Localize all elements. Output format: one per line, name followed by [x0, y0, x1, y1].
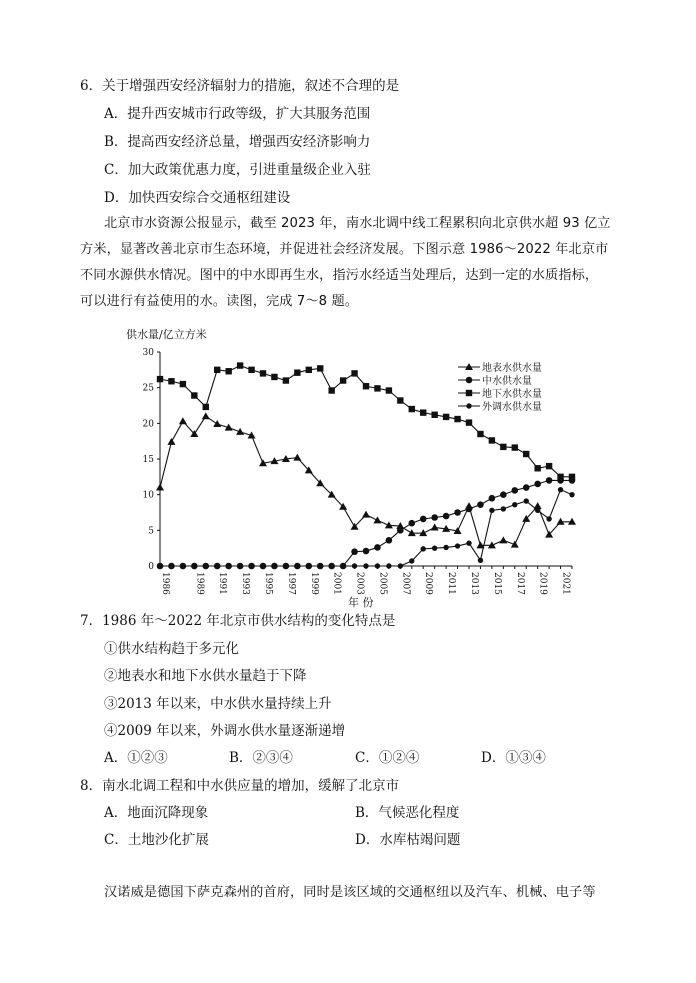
legend-marker-3	[466, 390, 472, 396]
data-point-series-4	[535, 508, 540, 513]
data-point-series-3	[225, 368, 231, 374]
material-line-4: 可以进行有益使用的水。读图，完成 7～8 题。	[80, 294, 359, 309]
question-7-statement-3: ③2013 年以来，中水供水量持续上升	[104, 696, 332, 712]
legend-label-3: 地下水供水量	[482, 389, 542, 400]
data-point-series-3	[237, 362, 243, 368]
data-point-series-4	[215, 563, 220, 568]
data-point-series-4	[478, 558, 483, 563]
data-point-series-4	[329, 563, 334, 568]
data-point-series-3	[409, 406, 415, 412]
material-line-2: 方米，显著改善北京市生态环境，并促进社会经济发展。下图示意 1986～2022 年北京市	[80, 242, 609, 257]
legend-label-4: 外调水供水量	[482, 402, 542, 413]
legend-label-1: 地表水供水量	[482, 363, 542, 374]
data-point-series-4	[192, 563, 197, 568]
question-8-option-c: C．土地沙化扩展	[104, 832, 209, 848]
data-point-series-3	[214, 367, 220, 373]
data-point-series-4	[283, 563, 288, 568]
water-supply-chart	[120, 322, 590, 612]
data-point-series-4	[421, 546, 426, 551]
x-tick-label: 2005	[377, 572, 388, 595]
data-point-series-2	[386, 537, 393, 544]
data-point-series-2	[454, 509, 461, 516]
data-point-series-4	[340, 563, 345, 568]
x-tick-label: 2001	[331, 572, 342, 595]
data-point-series-2	[351, 548, 358, 555]
y-tick-label: 10	[142, 490, 154, 501]
data-point-series-4	[466, 540, 471, 545]
question-7-stem: 7．1986 年～2022 年北京市供水结构的变化特点是	[80, 613, 396, 629]
y-tick-label: 0	[148, 562, 154, 572]
x-tick-label: 2011	[446, 572, 457, 595]
data-point-series-3	[374, 385, 380, 391]
data-point-series-2	[511, 487, 518, 494]
data-point-series-3	[386, 387, 392, 393]
question-8-option-a: A．地面沉降现象	[104, 805, 209, 821]
x-tick-label: 2007	[400, 572, 411, 595]
data-point-series-1	[431, 523, 439, 530]
data-point-series-3	[271, 374, 277, 380]
data-point-series-3	[569, 474, 575, 480]
data-point-series-3	[260, 370, 266, 376]
data-point-series-3	[306, 367, 312, 373]
data-point-series-2	[489, 495, 496, 502]
data-point-series-1	[362, 511, 370, 518]
x-tick-label: 1995	[263, 572, 273, 595]
legend-marker-4	[466, 403, 471, 408]
question-8-option-b: B．气候恶化程度	[355, 805, 460, 821]
data-point-series-2	[363, 548, 370, 555]
question-7-option-a: A．①②③	[104, 750, 168, 766]
data-point-series-2	[420, 516, 427, 523]
data-point-series-1	[179, 417, 187, 424]
x-tick-label: 2017	[514, 572, 525, 595]
legend-marker-2	[466, 377, 473, 384]
data-point-series-3	[294, 369, 300, 375]
data-point-series-1	[293, 454, 301, 461]
y-tick-label: 20	[142, 419, 154, 430]
x-tick-label: 1997	[285, 572, 296, 595]
x-tick-label: 1993	[240, 572, 251, 595]
data-point-series-3	[397, 397, 403, 403]
data-point-series-3	[180, 381, 186, 387]
x-tick-label: 1999	[308, 572, 319, 595]
chart-svg	[120, 322, 590, 612]
data-point-series-4	[318, 563, 323, 568]
data-point-series-4	[524, 498, 529, 503]
data-point-series-3	[443, 414, 449, 420]
data-point-series-2	[546, 477, 553, 484]
series-line-4	[160, 490, 572, 566]
data-point-series-3	[203, 404, 209, 410]
data-point-series-2	[500, 491, 507, 498]
question-6-option-d: D．加快西安综合交通枢纽建设	[104, 190, 291, 206]
data-point-series-1	[373, 516, 381, 523]
data-point-series-3	[248, 367, 254, 373]
x-tick-label: 2021	[560, 572, 571, 595]
x-tick-label: 2003	[354, 572, 365, 595]
data-point-series-4	[546, 516, 551, 521]
x-tick-label: 2009	[423, 572, 434, 595]
data-point-series-3	[168, 378, 174, 384]
x-tick-label: 1986	[160, 572, 170, 595]
series-line-1	[160, 416, 572, 545]
y-tick-label: 30	[142, 348, 154, 358]
data-point-series-4	[375, 563, 380, 568]
data-point-series-3	[500, 444, 506, 450]
data-point-series-4	[352, 563, 357, 568]
material-line-1: 北京市水资源公报显示，截至 2023 年，南水北调中线工程累积向北京供水超 93 亿立	[104, 216, 611, 231]
data-point-series-3	[477, 431, 483, 437]
data-point-series-3	[546, 463, 552, 469]
data-point-series-4	[386, 563, 391, 568]
data-point-series-2	[443, 513, 450, 520]
data-point-series-4	[501, 506, 506, 511]
data-point-series-4	[569, 492, 574, 497]
question-6-stem: 6．关于增强西安经济辐射力的措施，叙述不合理的是	[80, 78, 400, 94]
y-tick-label: 25	[142, 383, 154, 394]
question-6-option-a: A．提升西安城市行政等级，扩大其服务范围	[104, 106, 371, 122]
question-7-statement-2: ②地表水和地下水供水量趋于下降	[104, 668, 307, 684]
data-point-series-1	[156, 484, 164, 491]
x-tick-label: 2013	[469, 572, 479, 595]
data-point-series-3	[363, 383, 369, 389]
data-point-series-4	[512, 502, 517, 507]
data-point-series-3	[351, 370, 357, 376]
legend-label-2: 中水供水量	[482, 376, 532, 387]
material-line-3: 不同水源供水情况。图中的中水即再生水，指污水经适当处理后，达到一定的水质指标，	[80, 268, 599, 283]
next-material-line-1: 汉诺威是德国下萨克森州的首府，同时是该区域的交通枢纽以及汽车、机械、电子等	[104, 885, 596, 900]
data-point-series-2	[534, 481, 541, 488]
data-point-series-3	[557, 474, 563, 480]
question-8-option-d: D．水库枯竭问题	[355, 832, 461, 848]
data-point-series-4	[363, 563, 368, 568]
data-point-series-3	[454, 416, 460, 422]
data-point-series-2	[523, 484, 530, 491]
question-6-option-b: B．提高西安经济总量，增强西安经济影响力	[104, 134, 371, 150]
data-point-series-3	[512, 444, 518, 450]
data-point-series-1	[499, 536, 507, 543]
x-tick-label: 1989	[194, 572, 205, 595]
question-7-option-b: B．②③④	[229, 750, 293, 766]
question-7-statement-1: ①供水结构趋于多元化	[104, 641, 239, 657]
data-point-series-4	[409, 558, 414, 563]
data-point-series-4	[432, 545, 437, 550]
data-point-series-2	[477, 501, 484, 508]
data-point-series-4	[203, 563, 208, 568]
question-7-statement-4: ④2009 年以来，外调水供水量逐渐递增	[104, 723, 346, 739]
data-point-series-2	[408, 520, 415, 527]
question-7-option-d: D．①③④	[481, 750, 546, 766]
data-point-series-3	[328, 387, 334, 393]
data-point-series-2	[431, 514, 438, 521]
data-point-series-3	[431, 412, 437, 418]
data-point-series-3	[534, 465, 540, 471]
data-point-series-1	[213, 420, 221, 427]
data-point-series-4	[237, 563, 242, 568]
question-7-option-c: C．①②④	[355, 750, 420, 766]
data-point-series-3	[420, 409, 426, 415]
data-point-series-3	[523, 451, 529, 457]
data-point-series-4	[180, 563, 185, 568]
data-point-series-1	[167, 438, 175, 445]
y-tick-label: 15	[142, 455, 154, 465]
data-point-series-4	[249, 563, 254, 568]
data-point-series-1	[202, 412, 210, 419]
data-point-series-3	[283, 377, 289, 383]
data-point-series-4	[295, 563, 300, 568]
data-point-series-4	[558, 487, 563, 492]
data-point-series-3	[466, 419, 472, 425]
y-axis-label: 供水量/亿立方米	[126, 328, 207, 341]
x-tick-label: 2019	[537, 572, 548, 595]
data-point-series-4	[272, 563, 277, 568]
data-point-series-3	[317, 365, 323, 371]
data-point-series-3	[489, 437, 495, 443]
data-point-series-4	[169, 563, 174, 568]
data-point-series-4	[455, 543, 460, 548]
data-point-series-3	[157, 376, 163, 382]
x-tick-label: 1991	[217, 572, 228, 595]
data-point-series-4	[398, 563, 403, 568]
data-point-series-4	[443, 545, 448, 550]
question-6-option-c: C．加大政策优惠力度，引进重量级企业入驻	[104, 162, 371, 178]
data-point-series-4	[157, 563, 162, 568]
data-point-series-3	[340, 377, 346, 383]
data-point-series-1	[385, 521, 393, 528]
x-axis-label: 年 份	[348, 596, 374, 609]
data-point-series-3	[191, 392, 197, 398]
data-point-series-2	[374, 544, 381, 551]
data-point-series-2	[466, 506, 473, 513]
data-point-series-2	[397, 527, 404, 534]
data-point-series-4	[306, 563, 311, 568]
data-point-series-4	[226, 563, 231, 568]
y-tick-label: 5	[148, 526, 154, 537]
question-8-stem: 8．南水北调工程和中水供应量的增加，缓解了北京市	[80, 778, 400, 794]
x-tick-label: 2015	[491, 572, 502, 595]
data-point-series-4	[489, 508, 494, 513]
data-point-series-4	[260, 563, 265, 568]
